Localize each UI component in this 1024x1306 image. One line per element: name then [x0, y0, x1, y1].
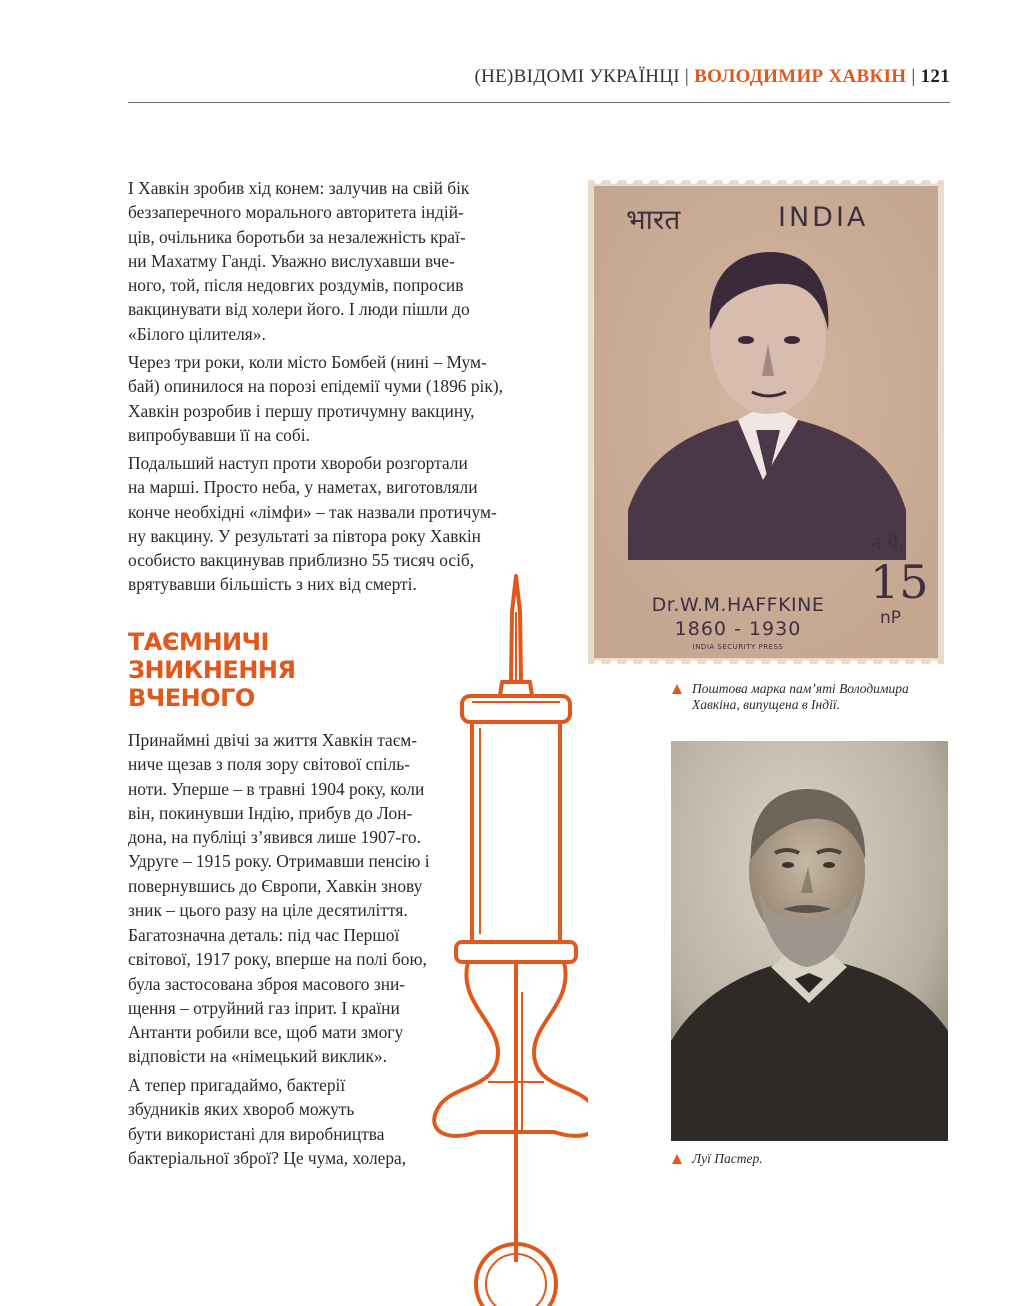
paragraph-gas: Багатозначна деталь: під час Першої світової, 1917 року, вперше на полі бою, була застосована зброя масового зни- щення – отруйний газ іприт. І країни Антанти робили все, щоб мати змогу відповісти на «німецький виклик». [128, 925, 427, 1067]
stamp-country-devanagari: भारत [626, 203, 681, 236]
section-heading: ТАЄМНИЧІ ЗНИКНЕННЯ ВЧЕНОГО [128, 628, 296, 712]
header-separator: | [679, 66, 695, 87]
triangle-up-icon [672, 684, 682, 694]
chapter-title: ВОЛОДИМИР ХАВКІН [694, 66, 907, 87]
paragraph-bombay: Через три роки, коли місто Бомбей (нині – Мум- бай) опинилося на порозі епідемії чуми (1896 рік), Хавкін розробив і першу протичумну вакцину, випробувавши її на собі. [128, 352, 503, 445]
section-title: (НЕ)ВІДОМІ УКРАЇНЦІ [474, 66, 680, 87]
portrait-image [671, 741, 948, 1141]
stamp-printer: INDIA SECURITY PRESS [692, 643, 784, 651]
header-separator: | [906, 66, 921, 87]
paragraph-bacteria: А тепер пригадаймо, бактерії збудників яких хвороб можуть бути використані для виробництва бактеріальної зброї? Це чума, холера, [128, 1075, 407, 1168]
portrait-photo [671, 741, 948, 1141]
triangle-up-icon [672, 1154, 682, 1164]
stamp-years: 1860 - 1930 [674, 618, 802, 640]
stamp-value: 15 [870, 555, 929, 609]
paragraph-disappearances: Принаймні двічі за життя Хавкін таєм- ниче щезав з поля зору світової спіль- ноти. Уперше – в травні 1904 року, коли він, покинувши Індію, прибув до Лон- дона, на публіці з’явився лише 1907-го. Удруге – 1915 року. Отримавши пенсію і повернувшись до Європи, Хавкін знову зник – цього разу на ціле десятиліття. [128, 730, 430, 921]
stamp-name: Dr.W.M.HAFFKINE [651, 594, 825, 616]
stamp-denomination-devanagari: न.पै. [871, 533, 905, 555]
running-head [430, 66, 950, 88]
page-number: 121 [920, 66, 950, 87]
paragraph-gandhi: І Хавкін зробив хід конем: залучив на свій бік беззаперечного морального авторитета індій- ців, очільника боротьби за незалежність краї- ни Махатму Ганді. Уважно вислухавши вче- ного, той, після недовгих роздумів, попросив вакцинувати від холери його. І люди пішли до «Білого цілителя». [128, 178, 470, 344]
postage-stamp [588, 180, 944, 664]
stamp-unit: nP [880, 608, 902, 628]
stamp-caption: Поштова марка пам’яті Володимира Хавкіна, випущена в Індії. [692, 681, 909, 712]
stamp-country: INDIA [778, 202, 869, 233]
photo-caption: Луї Пастер. [692, 1151, 763, 1166]
header-rule [128, 102, 950, 103]
syringe-icon [428, 572, 588, 1306]
paragraph-vaccination: Подальший наступ проти хвороби розгортали на марші. Просто неба, у наметах, виготовляли конче необхідні «лімфи» – так назвали протичум- ну вакцину. У результаті за півтора року Хавкін особисто вакцинував приблизно 55 тисяч осіб, врятувавши більшість з них від смерті. [128, 453, 497, 595]
